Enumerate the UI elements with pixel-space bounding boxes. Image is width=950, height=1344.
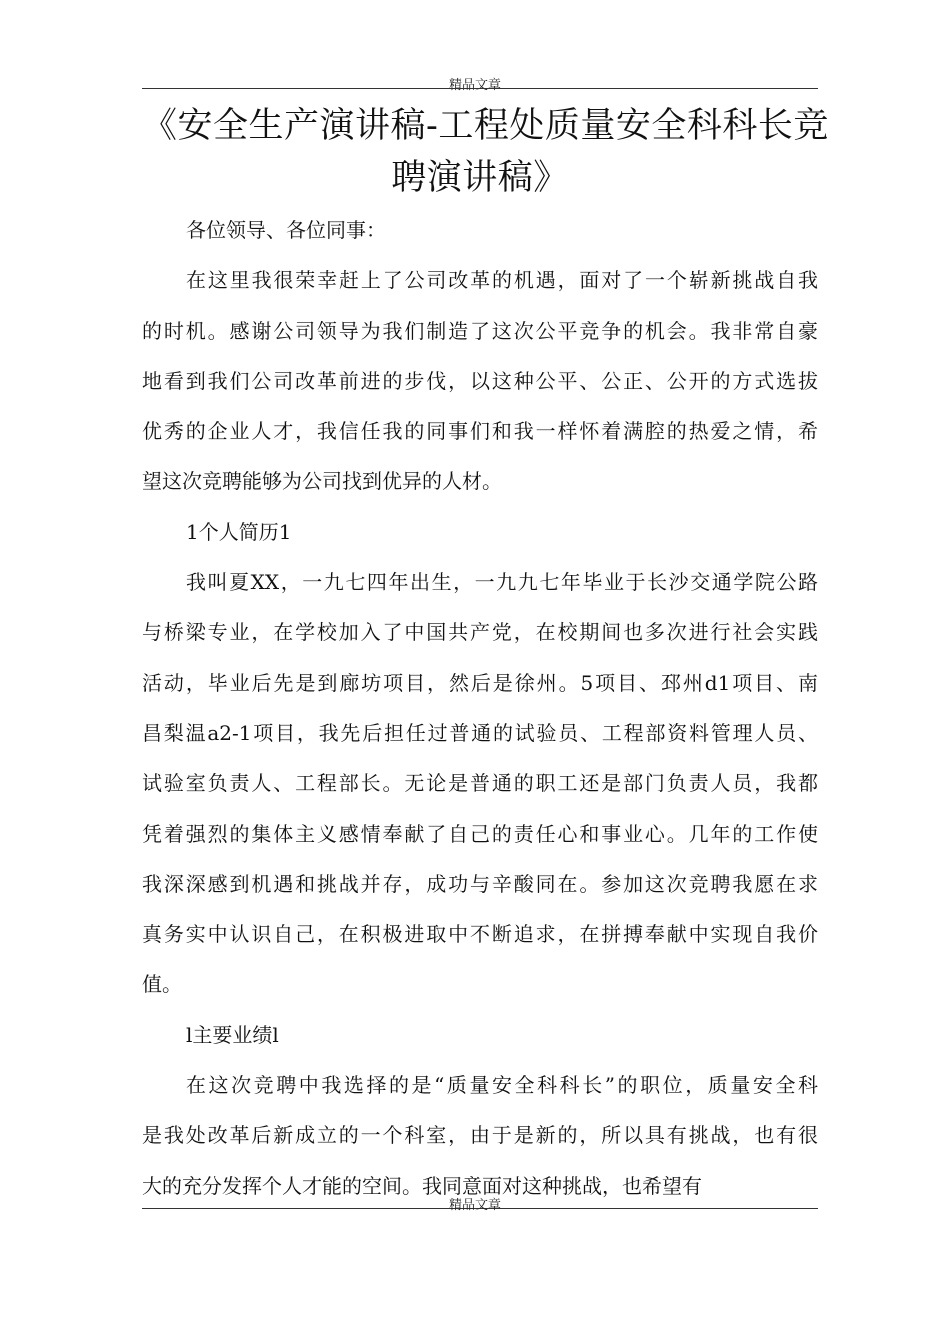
title-line-1: 《安全生产演讲稿-工程处质量安全科科长竞 <box>142 106 829 146</box>
paragraph-line: 昌梨温a2-1项目，我先后担任过普通的试验员、工程部资料管理人员、 <box>142 720 818 745</box>
paragraph-line: 试验室负责人、工程部长。无论是普通的职工还是部门负责人员，我都 <box>142 771 818 796</box>
paragraph-line: 在这里我很荣幸赶上了公司改革的机遇，面对了一个崭新挑战自我 <box>186 268 818 293</box>
document-body <box>142 205 818 1211</box>
salutation: 各位领导、各位同事： <box>186 218 386 242</box>
paragraph-line: 活动，毕业后先是到廊坊项目，然后是徐州。5项目、邳州d1项目、南 <box>142 670 818 695</box>
paragraph-line: 地看到我们公司改革前进的步伐，以这种公平、公正、公开的方式选拔 <box>142 368 818 393</box>
paragraph-line: 值。 <box>142 972 182 997</box>
document-title <box>142 100 829 204</box>
section-heading-resume: 1个人简历1 <box>186 519 292 544</box>
paragraph-line: 大的充分发挥个人才能的空间。我同意面对这种挑战，也希望有 <box>142 1173 702 1198</box>
section-heading-achievements: l主要业绩l <box>186 1022 279 1047</box>
paragraph-line: 凭着强烈的集体主义感情奉献了自己的责任心和事业心。几年的工作使 <box>142 821 818 846</box>
paragraph-line: 真务实中认识自己，在积极进取中不断追求，在拼搏奉献中实现自我价 <box>142 922 818 947</box>
paragraph-line: 的时机。感谢公司领导为我们制造了这次公平竞争的机会。我非常自豪 <box>142 318 818 343</box>
paragraph-line: 我叫夏XX，一九七四年出生，一九九七年毕业于长沙交通学院公路 <box>186 570 818 595</box>
header-rule <box>142 88 818 89</box>
page-footer-label: 精品文章 <box>448 1198 501 1213</box>
paragraph-line: 望这次竞聘能够为公司找到优异的人材。 <box>142 469 502 494</box>
paragraph-line: 我深深感到机遇和挑战并存，成功与辛酸同在。参加这次竞聘我愿在求 <box>142 871 818 896</box>
paragraph-line: 与桥梁专业，在学校加入了中国共产党，在校期间也多次进行社会实践 <box>142 620 818 645</box>
title-line-2: 聘演讲稿》 <box>391 158 569 198</box>
paragraph-line: 是我处改革后新成立的一个科室，由于是新的，所以具有挑战，也有很 <box>142 1123 818 1148</box>
page-header-label: 精品文章 <box>448 78 501 93</box>
paragraph-line: 优秀的企业人才，我信任我的同事们和我一样怀着满腔的热爱之情，希 <box>142 419 818 444</box>
paragraph-line: 在这次竞聘中我选择的是“质量安全科科长”的职位，质量安全科 <box>186 1073 818 1098</box>
